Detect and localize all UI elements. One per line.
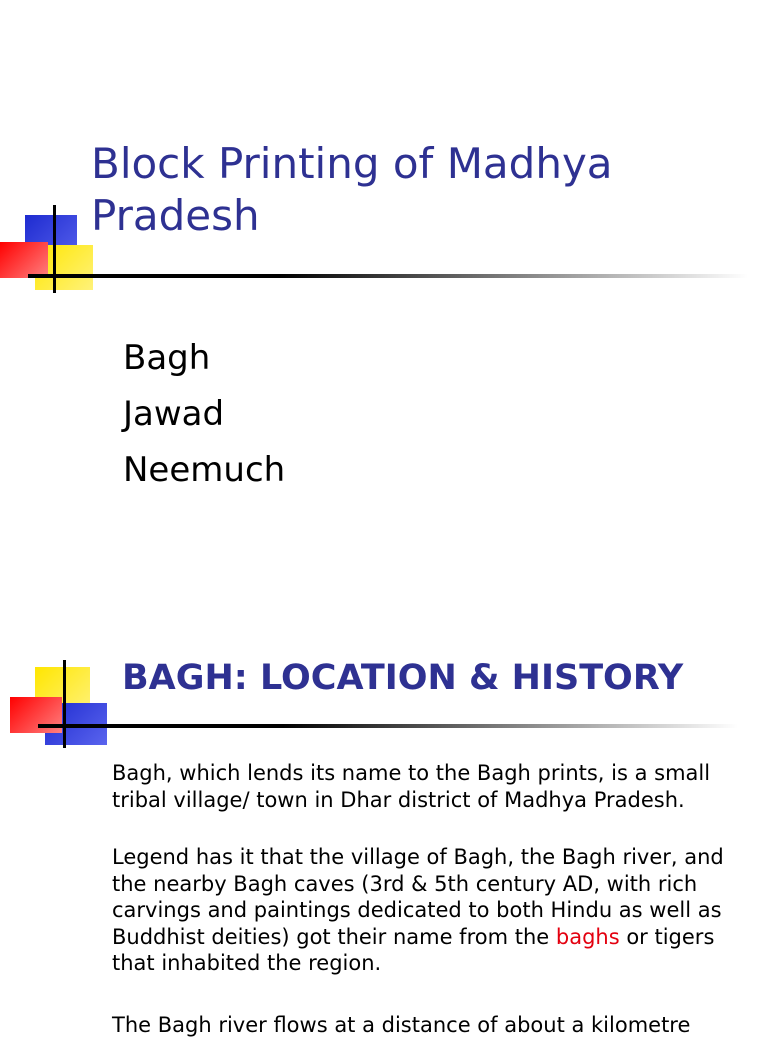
- slide-title: Block Printing of Madhya Pradesh: [91, 139, 613, 240]
- title-underline: [28, 274, 748, 278]
- paragraph: Bagh, which lends its name to the Bagh prints, is a small tribal village/ town in Dhar district of Madhya Pradesh.: [112, 761, 711, 812]
- list-item: Neemuch: [123, 450, 286, 490]
- paragraph: [112, 844, 732, 977]
- location-list: [123, 330, 285, 498]
- title-underline: [38, 724, 738, 728]
- list-item: Bagh: [123, 338, 211, 378]
- paragraph-text: or tigers that inhabited the region.: [112, 924, 715, 975]
- section-title: BAGH: LOCATION & HISTORY: [122, 658, 684, 698]
- ornament-vertical-line: [53, 205, 56, 293]
- paragraph-text: Legend has it that the village of Bagh, the Bagh river, and the nearby Bagh caves (3rd & 5th century AD, with rich carvings and paintings dedicated to both Hindu as well as Buddhist deities) got their name from the: [112, 845, 724, 949]
- slide-ornament: [0, 655, 115, 750]
- ornament-vertical-line: [63, 660, 66, 748]
- highlight-word: baghs: [555, 924, 620, 949]
- paragraph: The Bagh river flows at a distance of about a kilometre: [112, 1013, 691, 1037]
- list-item: Jawad: [123, 394, 225, 434]
- ornament-red-square: [0, 242, 48, 278]
